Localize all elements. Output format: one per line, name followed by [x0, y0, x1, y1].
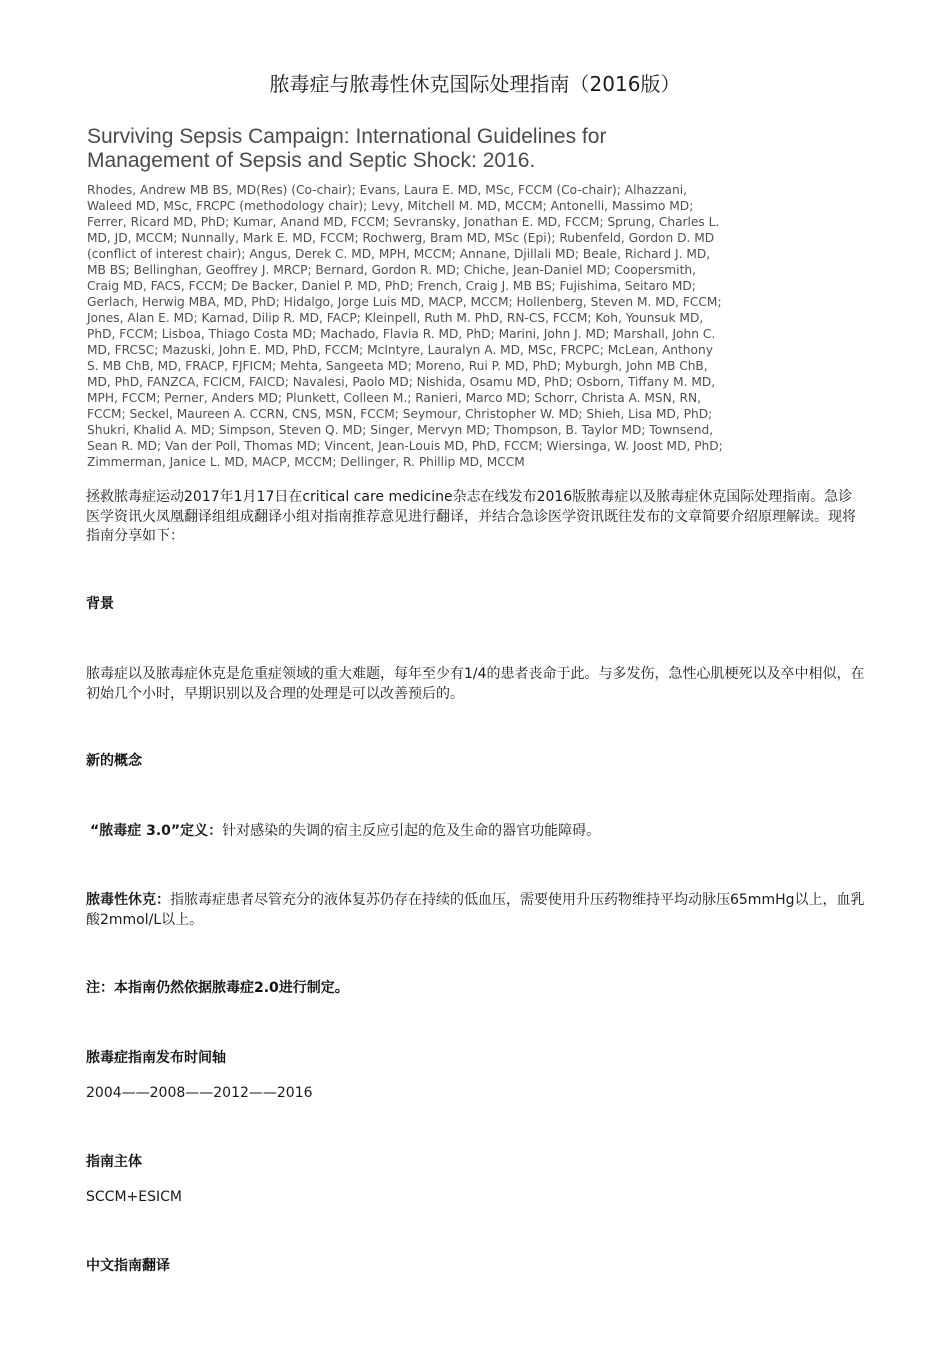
septic-shock-text: 指脓毒症患者尽管充分的液体复苏仍存在持续的低血压，需要使用升压药物维持平均动脉压65mmHg以上，血乳酸2mmol/L以上。 [86, 892, 865, 928]
septic-shock-definition [86, 891, 866, 930]
timeline-heading: 脓毒症指南发布时间轴 [86, 1050, 226, 1066]
background-heading: 背景 [86, 596, 114, 612]
guideline-owner-heading: 指南主体 [86, 1154, 142, 1170]
sepsis3-text: 针对感染的失调的宿主反应引起的危及生命的器官功能障碍。 [222, 823, 601, 839]
sepsis3-label: “脓毒症 3.0”定义： [90, 823, 223, 839]
intro-paragraph: 拯救脓毒症运动2017年1月17日在critical care medicine杂志在线发布2016版脓毒症以及脓毒症休克国际处理指南。急诊医学资讯火凤凰翻译组组成翻译小组对指南推荐意见进行翻译，并结合急诊医学资讯既往发布的文章简要介绍原理解读。现将指南分享如下： [86, 489, 856, 544]
page-title: 脓毒症与脓毒性休克国际处理指南（2016版） [269, 72, 681, 96]
sepsis3-definition [90, 822, 870, 842]
background-paragraph: 脓毒症以及脓毒症休克是危重症领域的重大难题，每年至少有1/4的患者丧命于此。与多发伤，急性心肌梗死以及卒中相似，在初始几个小时，早期识别以及合理的处理是可以改善预后的。 [86, 666, 865, 702]
chinese-translation-heading: 中文指南翻译 [86, 1258, 170, 1274]
guideline-owner-text: SCCM+ESICM [86, 1189, 182, 1205]
author-list: Rhodes, Andrew MB BS, MD(Res) (Co-chair); Evans, Laura E. MD, MSc, FCCM (Co-chair); Alhazzani, Waleed MD, MSc, FRCPC (methodology chair); Levy, Mitchell M. MD, MCCM; Antonelli, Massimo MD; Ferrer, Ricard MD, PhD; Kumar, Anand MD, FCCM; Sevransky, Jonathan E. MD, FCCM; Sprung, Charles L. MD, JD, MCCM; Nunnally, Mark E. MD, FCCM; Rochwerg, Bram MD, MSc (Epi); Rubenfeld, Gordon D. MD (conflict of interest chair); Angus, Derek C. MD, MPH, MCCM; Annane, Djillali MD; Beale, Richard J. MD, MB BS; Bellinghan, Geoffrey J. MRCP; Bernard, Gordon R. MD; Chiche, Jean-Daniel MD; Coopersmith, Craig MD, FACS, FCCM; De Backer, Daniel P. MD, PhD; French, Craig J. MB BS; Fujishima, Seitaro MD; Gerlach, Herwig MBA, MD, PhD; Hidalgo, Jorge Luis MD, MACP, MCCM; Hollenberg, Steven M. MD, FCCM; Jones, Alan E. MD; Karnad, Dilip R. MD, FACP; Kleinpell, Ruth M. PhD, RN-CS, FCCM; Koh, Younsuk MD, PhD, FCCM; Lisboa, Thiago Costa MD; Machado, Flavia R. MD, PhD; Marini, John J. MD; Marshall, John C. MD, FRCSC; Mazuski, John E. MD, PhD, FCCM; McIntyre, Lauralyn A. MD, MSc, FRCPC; McLean, Anthony S. MB ChB, MD, FRACP, FJFICM; Mehta, Sangeeta MD; Moreno, Rui P. MD, PhD; Myburgh, John MB ChB, MD, PhD, FANZCA, FCICM, FAICD; Navalesi, Paolo MD; Nishida, Osamu MD, PhD; Osborn, Tiffany M. MD, MPH, FCCM; Perner, Anders MD; Plunkett, Colleen M.; Ranieri, Marco MD; Schorr, Christa A. MSN, RN, FCCM; Seckel, Maureen A. CCRN, CNS, MSN, FCCM; Seymour, Christopher W. MD; Shieh, Lisa MD, PhD; Shukri, Khalid A. MD; Simpson, Steven Q. MD; Singer, Mervyn MD; Thompson, B. Taylor MD; Townsend, Sean R. MD; Van der Poll, Thomas MD; Vincent, Jean-Louis MD, PhD, FCCM; Wiersinga, W. Joost MD, PhD; Zimmerman, Janice L. MD, MACP, MCCM; Dellinger, R. Phillip MD, MCCM [87, 183, 723, 469]
guideline-note: 注：本指南仍然依据脓毒症2.0进行制定。 [86, 980, 349, 996]
english-title: Surviving Sepsis Campaign: International Guidelines for Management of Sepsis and Septic Shock: 2016. [87, 125, 607, 172]
new-concept-heading: 新的概念 [86, 753, 142, 769]
septic-shock-label: 脓毒性休克： [86, 892, 170, 908]
timeline-text: 2004——2008——2012——2016 [86, 1085, 313, 1101]
